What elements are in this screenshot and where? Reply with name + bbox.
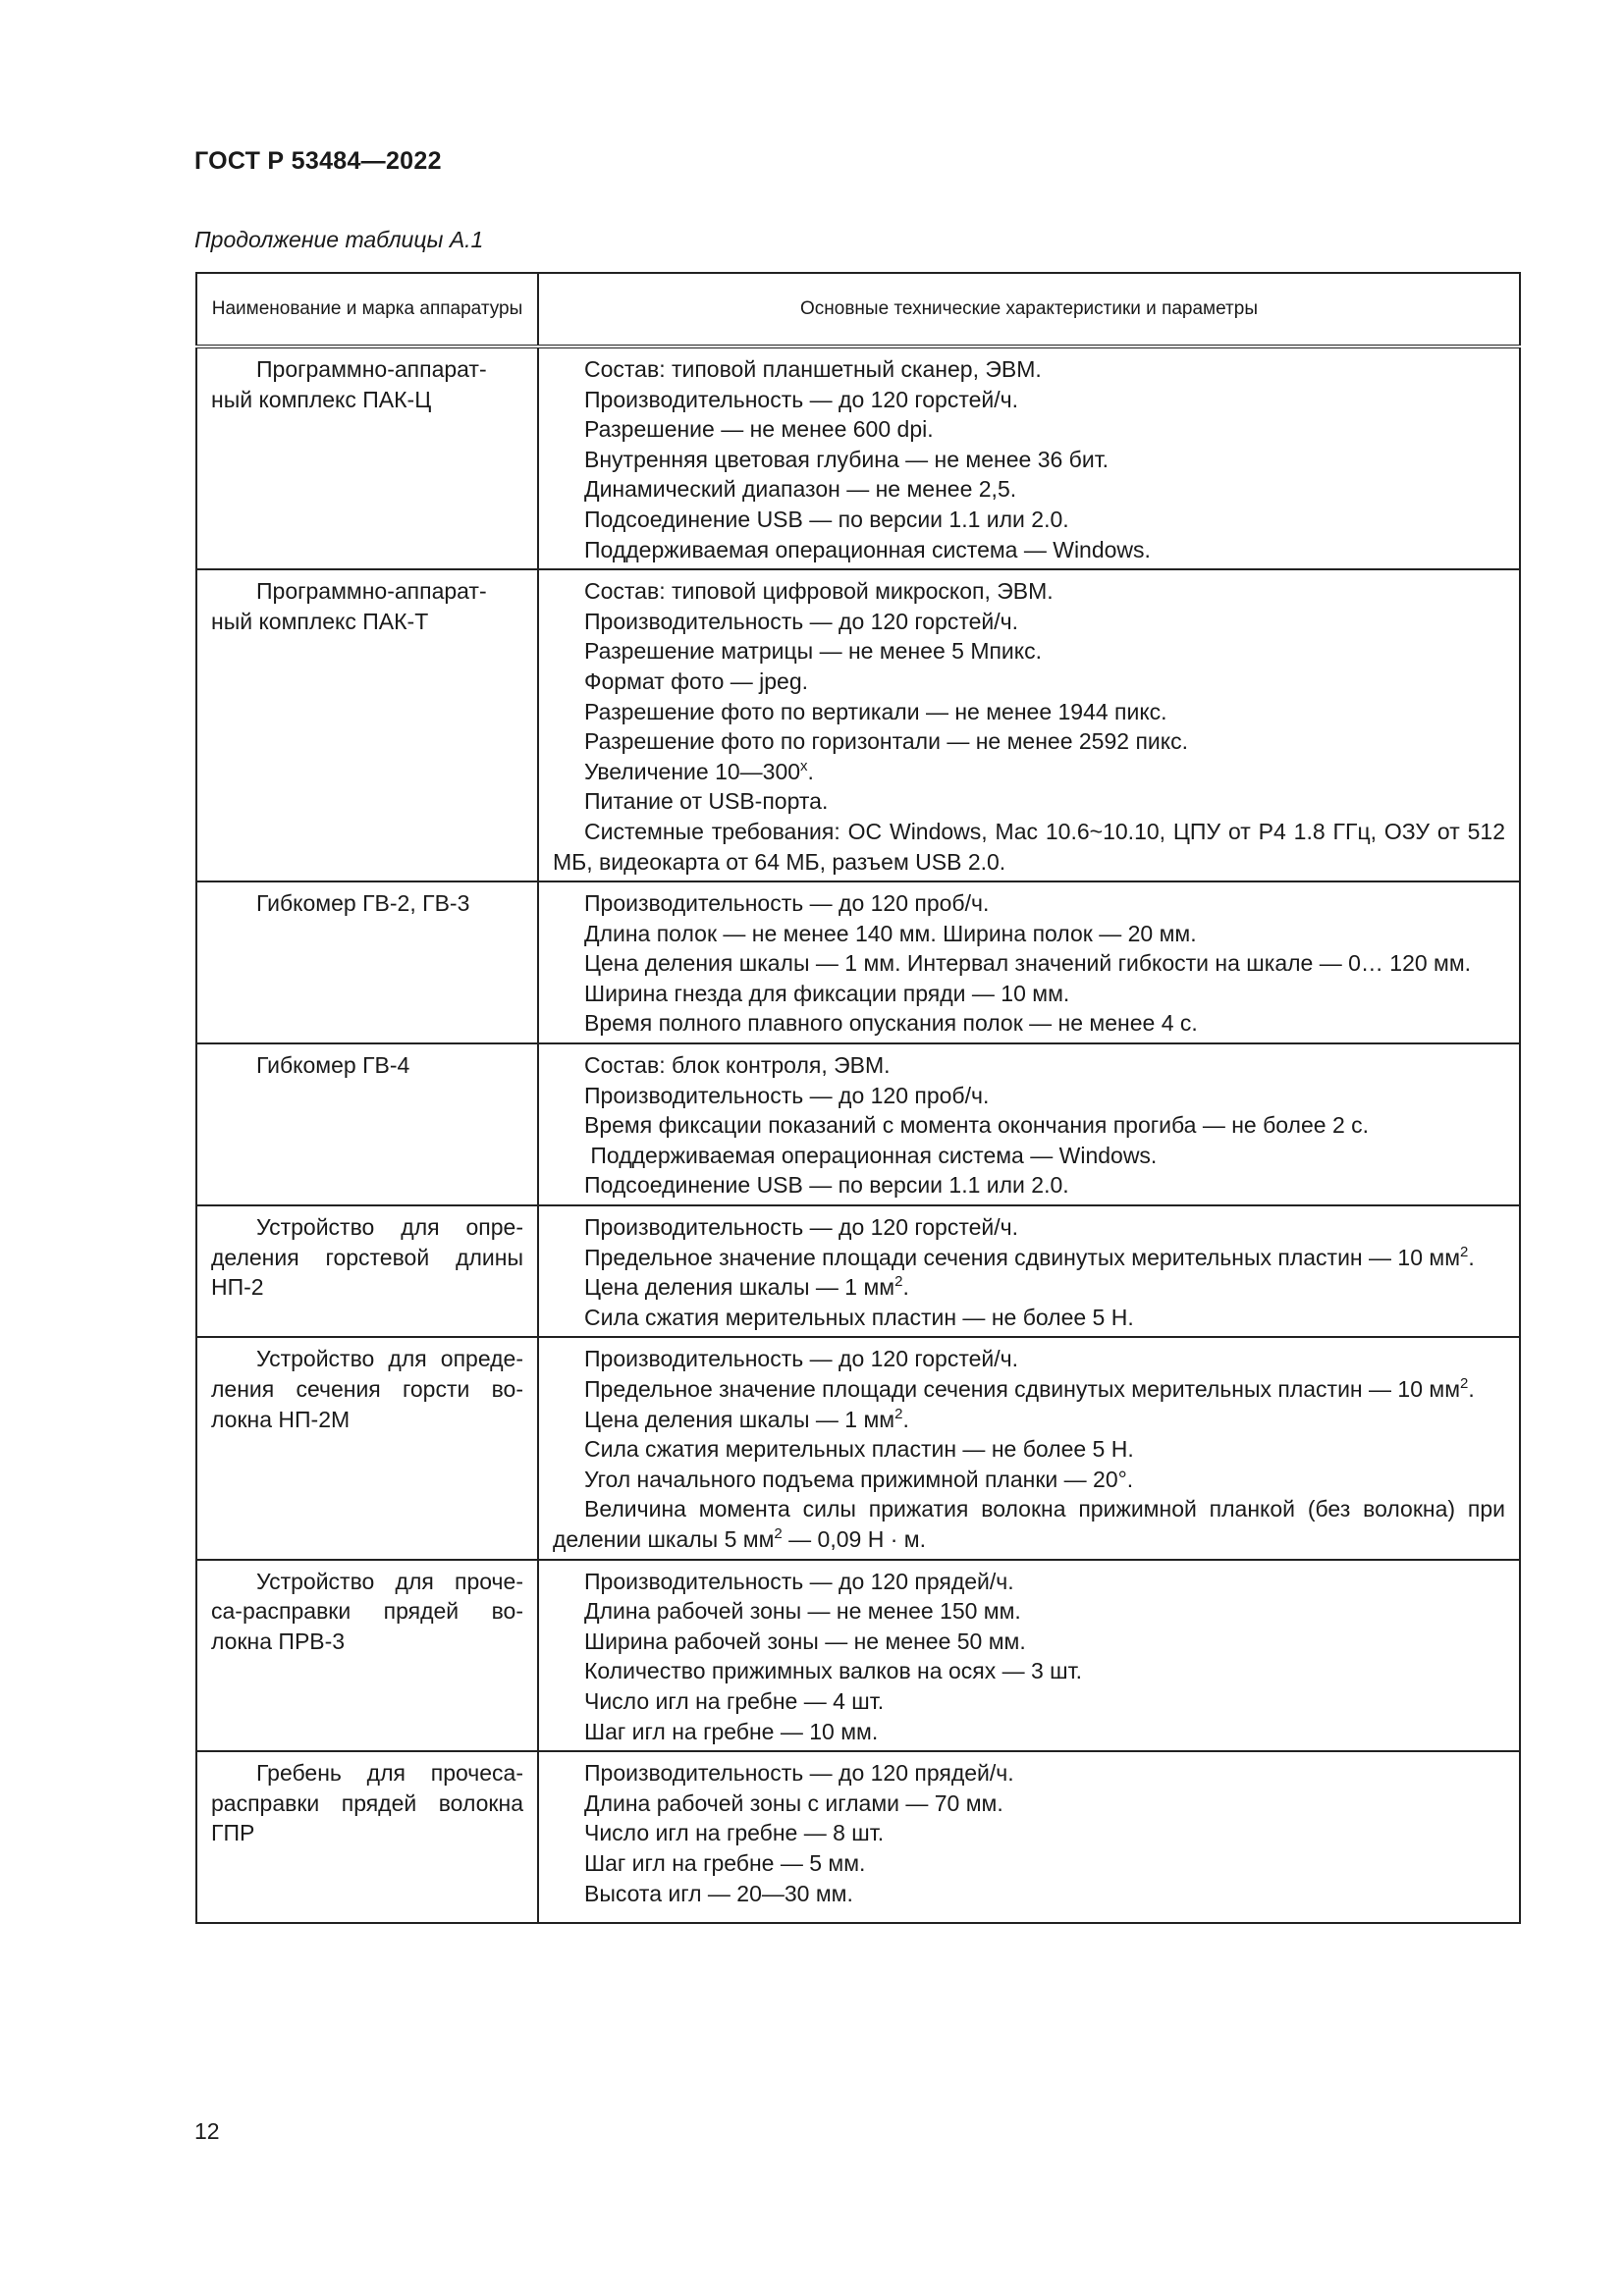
spec-line: Угол начального подъема прижимной планки — 20°. bbox=[584, 1466, 1134, 1492]
spec-line: Производительность — до 120 проб/ч. bbox=[584, 1082, 990, 1108]
superscript: х bbox=[800, 757, 808, 774]
page-number: 12 bbox=[194, 2118, 220, 2144]
spec-line: Поддерживаемая операционная система — Windows. bbox=[584, 536, 1151, 562]
spec-cell bbox=[538, 881, 1520, 1043]
spec-text: Величина момента силы прижатия волокна прижимной планкой (без волокна) при делении шкалы 5 мм bbox=[553, 1496, 1505, 1552]
spec-line: Количество прижимных валков на осях — 3 шт. bbox=[584, 1658, 1082, 1684]
table-row bbox=[196, 881, 1520, 1043]
spec-line: Длина рабочей зоны — не менее 150 мм. bbox=[584, 1598, 1021, 1625]
spec-line: Состав: типовой цифровой микроскоп, ЭВМ. bbox=[584, 578, 1054, 605]
equipment-name: Устройство для опреде-ления сечения горсти во-локна НП-2М bbox=[211, 1346, 523, 1432]
spec-text: — 0,09 Н · м. bbox=[782, 1525, 926, 1552]
table-row bbox=[196, 347, 1520, 569]
spec-line: Производительность — до 120 горстей/ч. bbox=[584, 386, 1019, 412]
equipment-name-cell bbox=[196, 1205, 538, 1337]
spec-line: Время фиксации показаний с момента окончания прогиба — не более 2 с. bbox=[584, 1112, 1370, 1139]
equipment-table bbox=[195, 272, 1521, 1924]
table-caption: Продолжение таблицы А.1 bbox=[194, 227, 484, 252]
spec-line bbox=[553, 1272, 1505, 1303]
spec-line: Длина рабочей зоны с иглами — 70 мм. bbox=[584, 1789, 1003, 1816]
superscript: 2 bbox=[894, 1273, 903, 1291]
spec-line: Разрешение матрицы — не менее 5 Мпикс. bbox=[584, 638, 1042, 665]
spec-text: . bbox=[902, 1274, 909, 1301]
spec-line: Длина полок — не менее 140 мм. Ширина полок — 20 мм. bbox=[584, 920, 1197, 946]
spec-line: Динамический диапазон — не менее 2,5. bbox=[584, 476, 1017, 503]
spec-line: Питание от USB-порта. bbox=[584, 788, 829, 815]
spec-line: Подсоединение USB — по версии 1.1 или 2.0. bbox=[584, 1172, 1069, 1199]
spec-text: Цена деления шкалы — 1 мм bbox=[584, 1406, 895, 1432]
spec-line: Ширина рабочей зоны — не менее 50 мм. bbox=[584, 1628, 1026, 1654]
spec-line: Высота игл — 20—30 мм. bbox=[584, 1880, 853, 1906]
spec-cell bbox=[538, 1337, 1520, 1559]
superscript: 2 bbox=[1460, 1243, 1469, 1260]
spec-line: Число игл на гребне — 4 шт. bbox=[584, 1687, 885, 1714]
spec-line: Число игл на гребне — 8 шт. bbox=[584, 1820, 885, 1846]
spec-cell bbox=[538, 569, 1520, 881]
equipment-name-cell bbox=[196, 881, 538, 1043]
spec-text: . bbox=[902, 1406, 909, 1432]
spec-text: . bbox=[1468, 1244, 1475, 1270]
equipment-name: Устройство для опре-деления горстевой длины НП-2 bbox=[211, 1214, 523, 1301]
superscript: 2 bbox=[1460, 1375, 1469, 1392]
spec-line: Ширина гнезда для фиксации пряди — 10 мм. bbox=[584, 980, 1070, 1006]
spec-text: Предельное значение площади сечения сдвинутых мерительных пластин — 10 мм bbox=[584, 1376, 1461, 1402]
document-code: ГОСТ Р 53484—2022 bbox=[194, 147, 442, 175]
spec-text: Увеличение 10—300 bbox=[584, 758, 801, 784]
spec-line bbox=[553, 1243, 1505, 1273]
equipment-name-cell bbox=[196, 569, 538, 881]
spec-line: Шаг игл на гребне — 5 мм. bbox=[584, 1849, 866, 1876]
equipment-name-cell bbox=[196, 1337, 538, 1559]
equipment-name: Программно-аппарат-ный комплекс ПАК-Т bbox=[211, 578, 487, 634]
equipment-name: Устройство для проче-са-расправки прядей во-локна ПРВ-3 bbox=[211, 1568, 523, 1654]
table-row bbox=[196, 1043, 1520, 1205]
spec-line: Сила сжатия мерительных пластин — не более 5 Н. bbox=[584, 1304, 1134, 1330]
equipment-name-cell bbox=[196, 1043, 538, 1205]
spec-cell bbox=[538, 1560, 1520, 1752]
header-specifications: Основные технические характеристики и параметры bbox=[538, 273, 1520, 347]
spec-cell bbox=[538, 347, 1520, 569]
spec-text: Предельное значение площади сечения сдвинутых мерительных пластин — 10 мм bbox=[584, 1244, 1461, 1270]
spec-line: Разрешение фото по горизонтали — не менее 2592 пикс. bbox=[584, 728, 1188, 755]
equipment-name-cell bbox=[196, 1560, 538, 1752]
spec-line: Сила сжатия мерительных пластин — не более 5 Н. bbox=[584, 1436, 1134, 1463]
equipment-name: Гибкомер ГВ-2, ГВ-3 bbox=[256, 890, 470, 917]
spec-line bbox=[553, 1374, 1505, 1405]
spec-line: Время полного плавного опускания полок — не менее 4 с. bbox=[584, 1010, 1198, 1037]
header-equipment-name: Наименование и марка аппаратуры bbox=[196, 273, 538, 347]
spec-line: Производительность — до 120 горстей/ч. bbox=[584, 1214, 1019, 1241]
spec-line bbox=[553, 1405, 1505, 1435]
spec-line: Подсоединение USB — по версии 1.1 или 2.0. bbox=[584, 506, 1069, 532]
spec-line: Производительность — до 120 прядей/ч. bbox=[584, 1760, 1014, 1787]
spec-line: Формат фото — jpeg. bbox=[584, 667, 809, 694]
spec-text: . bbox=[1468, 1376, 1475, 1402]
spec-text: Цена деления шкалы — 1 мм bbox=[584, 1274, 895, 1301]
spec-line: Цена деления шкалы — 1 мм. Интервал значений гибкости на шкале — 0… 120 мм. bbox=[584, 950, 1472, 977]
spec-text: . bbox=[807, 758, 814, 784]
spec-line: Производительность — до 120 прядей/ч. bbox=[584, 1568, 1014, 1594]
table-row bbox=[196, 1560, 1520, 1752]
spec-line: Состав: типовой планшетный сканер, ЭВМ. bbox=[584, 356, 1042, 382]
equipment-name: Гребень для прочеса-расправки прядей волокна ГПР bbox=[211, 1760, 523, 1846]
spec-line: Разрешение — не менее 600 dpi. bbox=[584, 416, 934, 443]
equipment-name-cell bbox=[196, 1751, 538, 1923]
table-row bbox=[196, 569, 1520, 881]
equipment-name-cell bbox=[196, 347, 538, 569]
superscript: 2 bbox=[774, 1524, 783, 1542]
spec-cell bbox=[538, 1751, 1520, 1923]
table-row bbox=[196, 1337, 1520, 1559]
equipment-name: Программно-аппарат-ный комплекс ПАК-Ц bbox=[211, 356, 487, 412]
spec-line: Производительность — до 120 горстей/ч. bbox=[584, 1346, 1019, 1372]
spec-line: Шаг игл на гребне — 10 мм. bbox=[584, 1718, 879, 1744]
spec-line: Разрешение фото по вертикали — не менее 1944 пикс. bbox=[584, 698, 1167, 724]
equipment-name: Гибкомер ГВ-4 bbox=[256, 1052, 410, 1079]
spec-line: Поддерживаемая операционная система — Windows. bbox=[584, 1142, 1158, 1168]
spec-line: Производительность — до 120 горстей/ч. bbox=[584, 608, 1019, 634]
table-row bbox=[196, 1205, 1520, 1337]
superscript: 2 bbox=[894, 1405, 903, 1422]
spec-line: Производительность — до 120 проб/ч. bbox=[584, 890, 990, 917]
spec-line: Внутренняя цветовая глубина — не менее 36 бит. bbox=[584, 446, 1110, 472]
table-row bbox=[196, 1751, 1520, 1923]
spec-cell bbox=[538, 1043, 1520, 1205]
spec-line: Состав: блок контроля, ЭВМ. bbox=[584, 1052, 891, 1079]
spec-cell bbox=[538, 1205, 1520, 1337]
spec-line bbox=[553, 1494, 1505, 1554]
spec-line: Системные требования: ОС Windows, Mac 10.6~10.10, ЦПУ от P4 1.8 ГГц, ОЗУ от 512 МБ, видеокарта от 64 МБ, разъем USB 2.0. bbox=[553, 818, 1505, 875]
table-header-row bbox=[196, 273, 1520, 347]
spec-line bbox=[553, 757, 1505, 787]
